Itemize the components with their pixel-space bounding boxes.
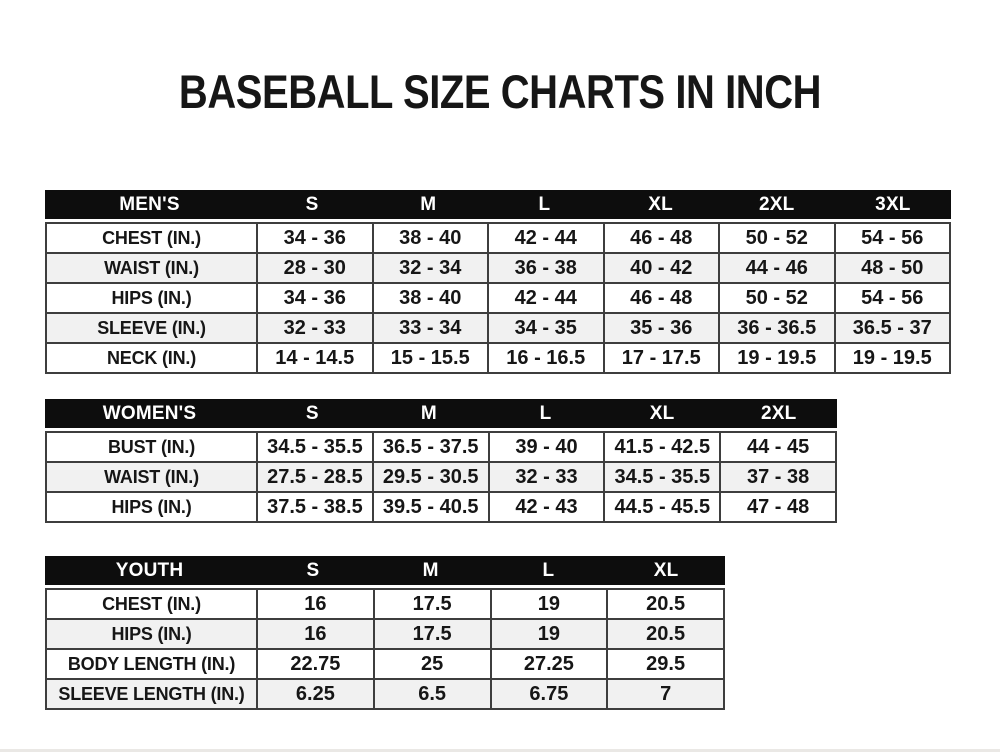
womens-table-body: [45, 431, 837, 523]
size-value: 29.5: [606, 650, 723, 678]
size-value: 20.5: [606, 620, 723, 648]
page-title: BASEBALL SIZE CHARTS IN INCH: [178, 65, 822, 118]
row-label: HIPS (IN.): [47, 493, 256, 521]
column-header: L: [538, 193, 551, 215]
size-value: 34 - 36: [256, 284, 372, 312]
row-label: BODY LENGTH (IN.): [47, 650, 256, 678]
size-value: 54 - 56: [834, 284, 950, 312]
table-row: [47, 252, 949, 282]
womens-size-table: [45, 399, 837, 523]
column-header: XL: [649, 402, 675, 424]
size-value: 34 - 36: [256, 224, 372, 252]
mens-table-body: [45, 222, 951, 374]
size-value: 27.25: [490, 650, 607, 678]
mens-size-table: [45, 190, 951, 374]
size-value: 42 - 44: [487, 284, 603, 312]
size-value: 47 - 48: [719, 493, 835, 521]
column-header: M: [420, 193, 437, 215]
size-value: 54 - 56: [834, 224, 950, 252]
size-value: 19 - 19.5: [834, 344, 950, 372]
size-value: 44.5 - 45.5: [603, 493, 719, 521]
size-value: 7: [606, 680, 723, 708]
size-value: 38 - 40: [372, 284, 488, 312]
table-title-cell: WOMEN'S: [102, 402, 197, 424]
size-value: 16: [256, 620, 373, 648]
mens-table-header-row: [45, 190, 951, 219]
size-value: 36 - 38: [487, 254, 603, 282]
table-title-cell: MEN'S: [119, 193, 180, 215]
size-value: 32 - 34: [372, 254, 488, 282]
size-value: 39 - 40: [488, 433, 604, 461]
table-title-cell: YOUTH: [115, 559, 184, 581]
table-row: [47, 678, 723, 708]
row-label: CHEST (IN.): [47, 590, 256, 618]
size-value: 15 - 15.5: [372, 344, 488, 372]
size-value: 37 - 38: [719, 463, 835, 491]
size-value: 20.5: [606, 590, 723, 618]
row-label: SLEEVE (IN.): [47, 314, 256, 342]
youth-table-header-row: [45, 556, 725, 585]
size-value: 6.5: [373, 680, 490, 708]
size-value: 46 - 48: [603, 284, 719, 312]
size-value: 35 - 36: [603, 314, 719, 342]
table-row: [47, 342, 949, 372]
size-value: 14 - 14.5: [256, 344, 372, 372]
size-value: 50 - 52: [718, 284, 834, 312]
column-header: XL: [653, 559, 679, 581]
size-value: 28 - 30: [256, 254, 372, 282]
row-label: WAIST (IN.): [47, 254, 256, 282]
size-value: 34.5 - 35.5: [603, 463, 719, 491]
size-value: 44 - 46: [718, 254, 834, 282]
size-value: 34 - 35: [487, 314, 603, 342]
size-value: 42 - 43: [488, 493, 604, 521]
table-row: [47, 282, 949, 312]
size-value: 46 - 48: [603, 224, 719, 252]
size-value: 42 - 44: [487, 224, 603, 252]
column-header: M: [422, 559, 439, 581]
row-label: CHEST (IN.): [47, 224, 256, 252]
column-header: 2XL: [760, 402, 797, 424]
row-label: WAIST (IN.): [47, 463, 256, 491]
row-label: HIPS (IN.): [47, 284, 256, 312]
row-label: HIPS (IN.): [47, 620, 256, 648]
table-row: [47, 433, 835, 461]
size-value: 36.5 - 37: [834, 314, 950, 342]
table-row: [47, 312, 949, 342]
size-value: 33 - 34: [372, 314, 488, 342]
row-label: BUST (IN.): [47, 433, 256, 461]
row-label: NECK (IN.): [47, 344, 256, 372]
size-value: 17.5: [373, 590, 490, 618]
size-value: 50 - 52: [718, 224, 834, 252]
size-value: 37.5 - 38.5: [256, 493, 372, 521]
size-value: 48 - 50: [834, 254, 950, 282]
table-row: [47, 648, 723, 678]
size-value: 29.5 - 30.5: [372, 463, 488, 491]
size-value: 16 - 16.5: [487, 344, 603, 372]
size-value: 40 - 42: [603, 254, 719, 282]
size-value: 36.5 - 37.5: [372, 433, 488, 461]
table-row: [47, 224, 949, 252]
column-header: S: [305, 193, 319, 215]
size-value: 22.75: [256, 650, 373, 678]
size-value: 16: [256, 590, 373, 618]
womens-table-header-row: [45, 399, 837, 428]
column-header: S: [305, 402, 319, 424]
size-value: 44 - 45: [719, 433, 835, 461]
size-value: 36 - 36.5: [718, 314, 834, 342]
table-row: [47, 590, 723, 618]
column-header: 3XL: [875, 193, 911, 215]
size-value: 17 - 17.5: [603, 344, 719, 372]
size-value: 39.5 - 40.5: [372, 493, 488, 521]
size-value: 19: [490, 620, 607, 648]
column-header: XL: [648, 193, 673, 215]
size-value: 19: [490, 590, 607, 618]
size-value: 6.75: [490, 680, 607, 708]
row-label: SLEEVE LENGTH (IN.): [47, 680, 256, 708]
size-value: 6.25: [256, 680, 373, 708]
column-header: L: [542, 559, 555, 581]
column-header: S: [306, 559, 320, 581]
youth-size-table: [45, 556, 725, 710]
table-row: [47, 618, 723, 648]
size-value: 27.5 - 28.5: [256, 463, 372, 491]
table-row: [47, 461, 835, 491]
size-value: 32 - 33: [488, 463, 604, 491]
size-value: 32 - 33: [256, 314, 372, 342]
column-header: L: [539, 402, 552, 424]
size-value: 17.5: [373, 620, 490, 648]
size-value: 25: [373, 650, 490, 678]
column-header: 2XL: [759, 193, 795, 215]
size-value: 41.5 - 42.5: [603, 433, 719, 461]
size-value: 34.5 - 35.5: [256, 433, 372, 461]
column-header: M: [420, 402, 437, 424]
youth-table-body: [45, 588, 725, 710]
table-row: [47, 491, 835, 521]
size-value: 19 - 19.5: [718, 344, 834, 372]
size-value: 38 - 40: [372, 224, 488, 252]
